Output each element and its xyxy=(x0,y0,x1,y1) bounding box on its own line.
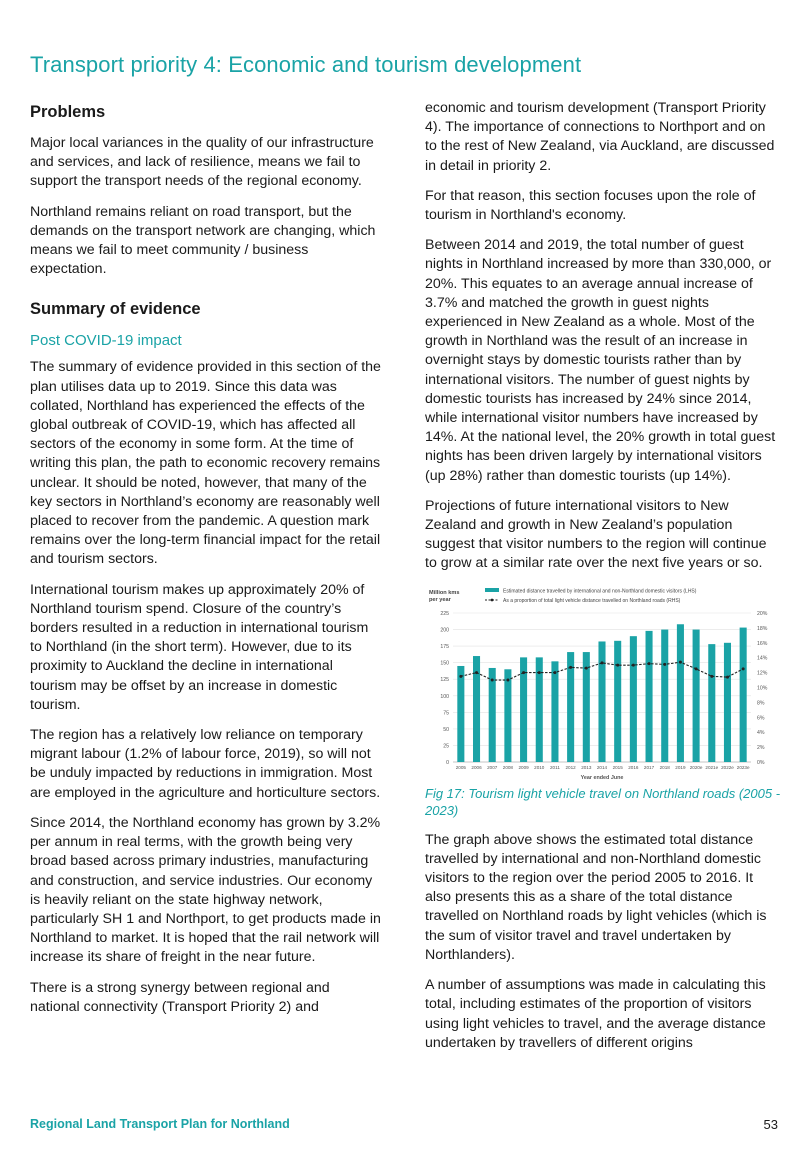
x-tick-label: 2023e xyxy=(736,764,750,770)
proportion-point xyxy=(632,663,635,666)
x-tick-label: 2015 xyxy=(612,764,623,770)
synergy-paragraph: There is a strong synergy between regional and national connectivity (Transport Priority 2) and xyxy=(30,979,330,1015)
focus-paragraph: For that reason, this section focuses upon the role of tourism in Northland's economy. xyxy=(425,187,756,224)
y-tick-label: 50 xyxy=(443,726,449,733)
bar xyxy=(708,644,715,762)
proportion-point xyxy=(459,674,462,677)
problems-heading: Problems xyxy=(30,103,106,121)
graph-description-paragraph: The graph above shows the estimated total distance travelled by international and non-Northland domestic visitors to the region over the period 2005 to 2016. It also presents this as a share of the total distance travelled on Northland roads by light vehicles (which is the sum of visitor travel and travel undertaken by Northlanders). xyxy=(425,831,767,963)
y-tick-label: 150 xyxy=(440,660,449,667)
proportion-point xyxy=(695,667,698,670)
x-tick-label: 2011 xyxy=(550,764,560,770)
proportion-point xyxy=(648,662,651,665)
x-tick-label: 2012 xyxy=(565,764,576,770)
projections-paragraph: Projections of future international visitors to New Zealand and growth in New Zealand’s population suggest that visitor numbers to the region will continue to grow at a similar rate over the next five years or so. xyxy=(425,497,767,572)
continuation-paragraph: economic and tourism development (Transport Priority 4). The importance of connections to Northport and on to the rest of New Zealand, via Auckland, are discussed in detail in priority 2. xyxy=(425,100,775,174)
bar xyxy=(598,641,605,762)
legend-line-marker xyxy=(491,598,494,601)
legend-bar-swatch xyxy=(485,588,499,592)
y2-tick-label: 4% xyxy=(757,729,765,736)
migrant-paragraph: The region has a relatively low reliance on temporary migrant labour (1.2% of labour force, 2019), so will not be unduly impacted by reductions in immigration. Most are employed in the agriculture and horticulture sectors. xyxy=(30,727,381,801)
y2-tick-label: 0% xyxy=(757,759,765,766)
y-tick-label: 225 xyxy=(440,610,449,617)
bar xyxy=(677,624,684,762)
y-tick-label: 175 xyxy=(440,643,449,650)
x-tick-label: 2007 xyxy=(487,764,498,770)
proportion-point xyxy=(726,675,729,678)
proportion-point xyxy=(491,678,494,681)
figure-caption: Fig 17: Tourism light vehicle travel on Northland roads (2005 - 2023) xyxy=(425,785,781,818)
proportion-point xyxy=(538,671,541,674)
proportion-point xyxy=(679,660,682,663)
problems-paragraph-2: Northland remains reliant on road transport, but the demands on the transport network are changing, which means we fail to meet community / business expectation. xyxy=(30,203,376,278)
bar xyxy=(630,636,637,762)
right-column xyxy=(425,99,781,1064)
page-number: 53 xyxy=(763,1117,778,1132)
bar xyxy=(504,669,511,762)
x-tick-label: 2014 xyxy=(596,764,608,770)
tourism-chart xyxy=(425,585,781,783)
x-tick-label: 2018 xyxy=(659,764,670,770)
y-axis-label: Million kms xyxy=(429,589,460,596)
evidence-heading: Summary of evidence xyxy=(30,300,201,319)
economy-paragraph: Since 2014, the Northland economy has grown by 3.2% per annum in real terms, with the growth being very broad based across primary industries, manufacturing and construction, and service industries. Our economy is heavily reliant on the state highway network, particularly SH 1 and Northport, to get products made in Northland to market. It is hoped that the rail network will increase its share of freight in the near future. xyxy=(30,814,381,966)
y-tick-label: 25 xyxy=(443,743,449,750)
proportion-point xyxy=(742,667,745,670)
y2-tick-label: 8% xyxy=(757,700,765,707)
legend-bar-label: Estimated distance travelled by international and non-Northland domestic visitors (LHS) xyxy=(503,588,697,595)
y2-tick-label: 16% xyxy=(757,640,768,647)
y-tick-label: 200 xyxy=(440,627,449,634)
x-tick-label: 2008 xyxy=(502,764,514,770)
y2-tick-label: 18% xyxy=(757,625,768,632)
proportion-point xyxy=(710,674,713,677)
proportion-point xyxy=(585,666,588,669)
proportion-point xyxy=(522,671,525,674)
bar xyxy=(551,661,558,762)
x-tick-label: 2017 xyxy=(643,764,655,770)
bar xyxy=(457,666,464,762)
legend-line-label: As a proportion of total light vehicle distance travelled on Northland roads (RHS) xyxy=(503,597,681,604)
left-column xyxy=(30,98,382,1028)
footer-title: Regional Land Transport Plan for Northland xyxy=(30,1117,290,1131)
covid-heading: Post COVID-19 impact xyxy=(30,332,182,350)
y2-tick-label: 2% xyxy=(757,744,765,751)
x-tick-label: 2021e xyxy=(705,764,719,770)
x-tick-label: 2019 xyxy=(675,764,686,770)
y-tick-label: 0 xyxy=(446,759,449,766)
assumptions-paragraph: A number of assumptions was made in calculating this total, including estimates of the proportion of visitors using light vehicles to travel, and the average distance undertaken by travellers of different origins xyxy=(425,977,766,1051)
y-tick-label: 125 xyxy=(440,676,449,683)
x-tick-label: 2005 xyxy=(455,764,466,770)
guest-nights-paragraph: Between 2014 and 2019, the total number of guest nights in Northland increased by more than 330,000, or 20%. This equates to an average annual increase of 3.7% and matched the growth in guest nights experienced in New Zealand as a whole. Most of the growth in Northland was the result of an increase in overnight stays by domestic tourists rather than by international visitors. The number of guest nights by domestic tourists has increased by 24% since 2014, while international visitor numbers have increased by 14%. At the national level, the 20% growth in total guest nights has been driven largely by international visitors (up 28%) rather than domestic tourists (up 14%). xyxy=(425,237,776,484)
y-tick-label: 75 xyxy=(443,710,449,717)
x-tick-label: 2013 xyxy=(581,764,592,770)
bar xyxy=(646,631,653,762)
y2-tick-label: 20% xyxy=(757,610,768,617)
bar xyxy=(693,629,700,761)
chart-svg xyxy=(425,585,781,783)
tourism-paragraph: International tourism makes up approximately 20% of Northland tourism spend. Closure of the country’s borders resulted in a reduction in international tourism to Northland (in the short term). However, due to its proximity to Auckland the decline in international tourism may be offset by an increase in domestic tourism. xyxy=(30,581,369,713)
proportion-point xyxy=(553,671,556,674)
y2-tick-label: 12% xyxy=(757,670,768,677)
bar xyxy=(740,627,747,761)
x-tick-label: 2009 xyxy=(518,764,529,770)
x-tick-label: 2006 xyxy=(471,764,482,770)
x-axis-label: Year ended June xyxy=(580,774,624,781)
x-tick-label: 2020e xyxy=(689,764,703,770)
bar xyxy=(614,640,621,761)
proportion-point xyxy=(601,661,604,664)
page-title: Transport priority 4: Economic and tourism development xyxy=(30,52,582,77)
y-axis-label-cont: per year xyxy=(429,596,451,603)
bar xyxy=(724,642,731,761)
y2-tick-label: 14% xyxy=(757,655,768,662)
y2-tick-label: 10% xyxy=(757,685,768,692)
x-tick-label: 2010 xyxy=(534,764,545,770)
proportion-point xyxy=(663,663,666,666)
x-tick-label: 2022e xyxy=(721,764,734,770)
problems-paragraph-1: Major local variances in the quality of our infrastructure and services, and lack of resilience, means we fail to support the transport needs of the regional economy. xyxy=(30,135,374,190)
proportion-point xyxy=(569,666,572,669)
bar xyxy=(489,668,496,762)
covid-paragraph: The summary of evidence provided in this section of the plan utilises data up to 2019. Since this data was collated, Northland has experienced the effects of the global outbreak of COVID-19, which has affected all sectors of the economy in some form. At the time of writing this plan, the path to economic recovery remains unclear. It should be noted, however, that many of the key sectors in Northland’s economy are reasonably well placed to recover from the pandemic. A question mark remains over the long-term financial impact for the retail and tourism sectors. xyxy=(30,359,381,568)
proportion-point xyxy=(506,678,509,681)
bar xyxy=(661,629,668,761)
proportion-point xyxy=(616,663,619,666)
y-tick-label: 100 xyxy=(440,693,449,700)
y2-tick-label: 6% xyxy=(757,714,765,721)
proportion-point xyxy=(475,671,478,674)
x-tick-label: 2016 xyxy=(628,764,639,770)
